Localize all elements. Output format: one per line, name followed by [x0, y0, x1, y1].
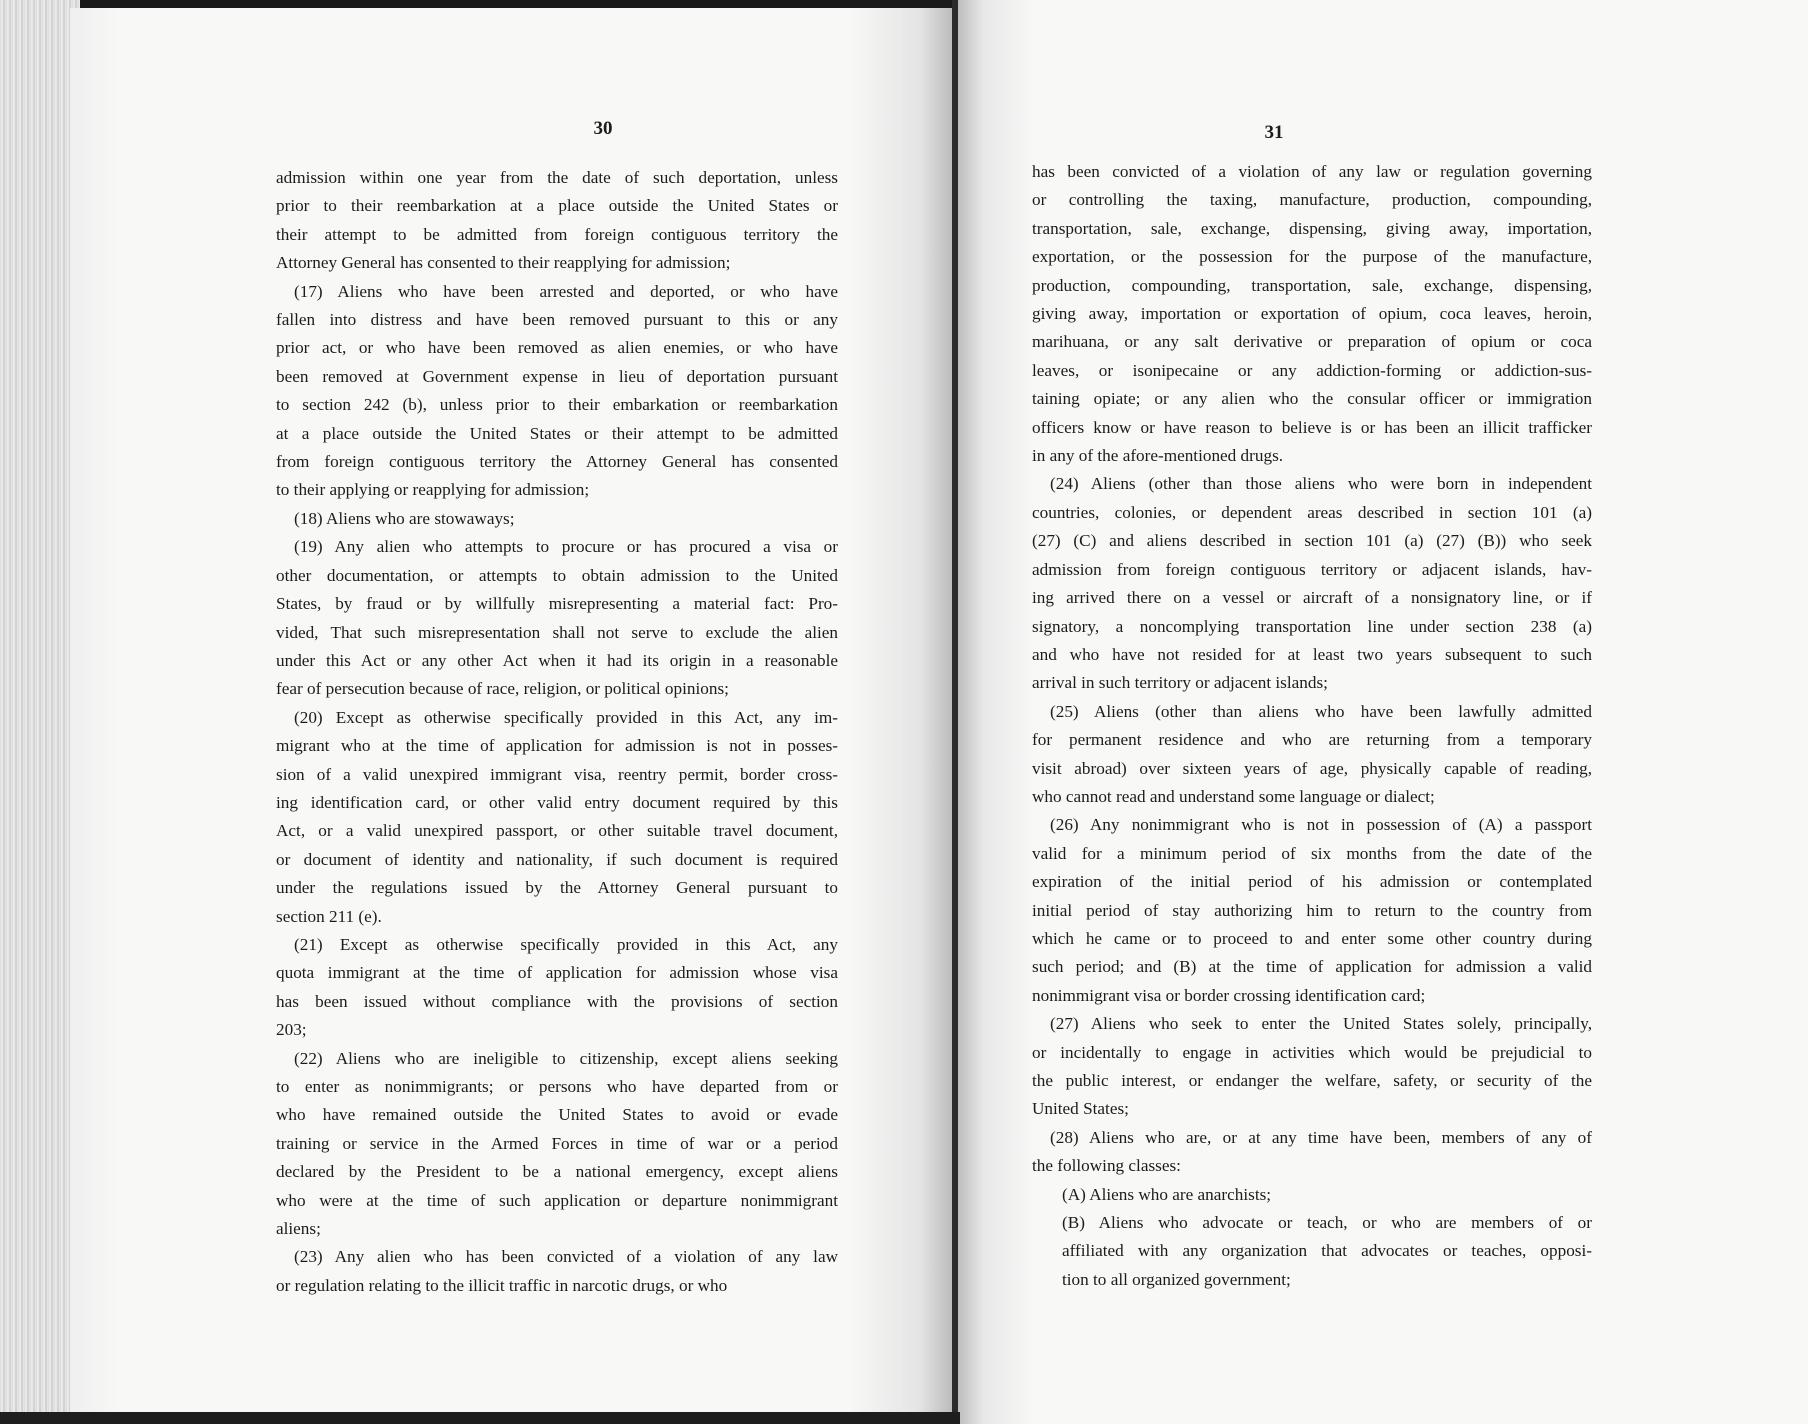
page-edge-stack — [0, 0, 80, 1412]
paragraph — [1032, 1181, 1592, 1209]
paragraph — [1032, 1010, 1592, 1124]
text-line: been removed at Government expense in lieu of deportation pursuant — [276, 366, 838, 386]
text-line: 203; — [276, 1020, 307, 1040]
text-line: in any of the afore-mentioned drugs. — [1032, 446, 1284, 466]
text-line: or controlling the taxing, manufacture, production, compounding, — [1032, 190, 1592, 210]
paragraph — [276, 1045, 838, 1244]
text-line: admission within one year from the date of such deportation, unless — [276, 168, 838, 187]
text-line: and who have not resided for at least two years subsequent to such — [1032, 644, 1592, 664]
text-line: who were at the time of such application or departure nonimmigrant — [276, 1190, 838, 1210]
text-line: to enter as nonimmigrants; or persons who have departed from or — [276, 1077, 838, 1096]
paragraph — [1032, 1209, 1592, 1294]
text-line: arrival in such territory or adjacent islands; — [1032, 673, 1328, 693]
text-line: leaves, or isonipecaine or any addiction-forming or addiction-sus- — [1032, 360, 1592, 380]
paragraph — [1032, 1124, 1592, 1181]
text-line: who cannot read and understand some language or dialect; — [1032, 786, 1435, 806]
bottom-shadow — [0, 1412, 960, 1424]
text-line: has been convicted of a violation of any law or regulation governing — [1032, 162, 1592, 181]
paragraph — [1032, 470, 1592, 697]
text-line: (25) Aliens (other than aliens who have been lawfully admitted — [1050, 701, 1592, 721]
text-line: quota immigrant at the time of application for admission whose visa — [276, 963, 838, 983]
text-line: giving away, importation or exportation of opium, coca leaves, heroin, — [1032, 304, 1592, 324]
paragraph — [276, 533, 838, 703]
text-line: (27) Aliens who seek to enter the United States solely, principally, — [1050, 1014, 1592, 1034]
text-line: (A) Aliens who are anarchists; — [1062, 1184, 1272, 1204]
text-line: who have remained outside the United States to avoid or evade — [276, 1105, 838, 1125]
left-page — [70, 8, 955, 1412]
text-line: (B) Aliens who advocate or teach, or who are members of or — [1062, 1213, 1592, 1233]
paragraph — [276, 931, 838, 1045]
text-line: expiration of the initial period of his admission or contemplated — [1032, 872, 1592, 892]
text-line: to section 242 (b), unless prior to their embarkation or reembarkation — [276, 395, 838, 415]
text-line: the public interest, or endanger the welfare, safety, or security of the — [1032, 1071, 1592, 1090]
text-line: their attempt to be admitted from foreign contiguous territory the — [276, 224, 838, 244]
text-line: at a place outside the United States or their attempt to be admitted — [276, 423, 838, 443]
text-line: from foreign contiguous territory the Attorney General has consented — [276, 452, 838, 472]
paragraph — [1032, 158, 1592, 470]
text-line: exportation, or the possession for the purpose of the manufacture, — [1032, 247, 1592, 267]
text-line: (23) Any alien who has been convicted of a violation of any law — [294, 1247, 838, 1267]
text-line: section 211 (e). — [276, 906, 382, 926]
text-line: which he came or to proceed to and enter some other country during — [1032, 928, 1592, 948]
text-line: under the regulations issued by the Attorney General pursuant to — [276, 878, 838, 898]
text-line: officers know or have reason to believe is or has been an illicit trafficker — [1032, 417, 1592, 437]
left-page-text — [276, 164, 838, 1300]
text-line: initial period of stay authorizing him to return to the country from — [1032, 900, 1592, 920]
text-line: production, compounding, transportation, sale, exchange, dispensing, — [1032, 275, 1592, 295]
paragraph — [276, 505, 838, 533]
text-line: under this Act or any other Act when it had its origin in a reasonable — [276, 650, 838, 670]
right-page-text — [1032, 158, 1592, 1294]
text-line: affiliated with any organization that advocates or teaches, opposi- — [1062, 1241, 1592, 1261]
text-line: (27) (C) and aliens described in section 101 (a) (27) (B)) who seek — [1032, 531, 1592, 551]
text-line: declared by the President to be a national emergency, except aliens — [276, 1162, 838, 1182]
text-line: fear of persecution because of race, religion, or political opinions; — [276, 679, 729, 699]
text-line: (21) Except as otherwise specifically provided in this Act, any — [294, 934, 838, 954]
text-line: or document of identity and nationality, if such document is required — [276, 849, 838, 869]
text-line: ing arrived there on a vessel or aircraft of a nonsignatory line, or if — [1032, 588, 1592, 608]
text-line: the following classes: — [1032, 1156, 1181, 1176]
text-line: (19) Any alien who attempts to procure or has procured a visa or — [294, 537, 838, 557]
text-line: for permanent residence and who are returning from a temporary — [1032, 730, 1592, 750]
text-line: prior to their reembarkation at a place outside the United States or — [276, 196, 838, 216]
text-line: (20) Except as otherwise specifically provided in this Act, any im- — [294, 707, 838, 727]
text-line: such period; and (B) at the time of application for admission a valid — [1032, 957, 1592, 977]
text-line: marihuana, or any salt derivative or preparation of opium or coca — [1032, 332, 1592, 352]
text-line: other documentation, or attempts to obtain admission to the United — [276, 565, 838, 585]
paragraph — [1032, 698, 1592, 812]
text-line: taining opiate; or any alien who the consular officer or immigration — [1032, 389, 1592, 409]
text-line: (26) Any nonimmigrant who is not in possession of (A) a passport — [1050, 815, 1592, 835]
text-line: (22) Aliens who are ineligible to citizenship, except aliens seeking — [294, 1048, 838, 1068]
text-line: fallen into distress and have been removed pursuant to this or any — [276, 310, 838, 330]
text-line: aliens; — [276, 1219, 321, 1239]
text-line: valid for a minimum period of six months from the date of the — [1032, 843, 1592, 863]
text-line: nonimmigrant visa or border crossing identification card; — [1032, 985, 1426, 1005]
page-number-right: 31 — [1264, 122, 1284, 143]
text-line: admission from foreign contiguous territory or adjacent islands, hav- — [1032, 559, 1592, 579]
text-line: Attorney General has consented to their reapplying for admission; — [276, 253, 731, 273]
text-line: United States; — [1032, 1099, 1129, 1119]
text-line: sion of a valid unexpired immigrant visa, reentry permit, border cross- — [276, 764, 838, 784]
text-line: to their applying or reapplying for admission; — [276, 480, 590, 500]
right-page — [958, 0, 1808, 1424]
text-line: or incidentally to engage in activities which would be prejudicial to — [1032, 1042, 1592, 1062]
text-line: transportation, sale, exchange, dispensing, giving away, importation, — [1032, 218, 1592, 238]
paragraph — [276, 704, 838, 931]
paragraph — [1032, 811, 1592, 1010]
text-line: (18) Aliens who are stowaways; — [294, 508, 515, 528]
text-line: (28) Aliens who are, or at any time have been, members of any of — [1050, 1127, 1592, 1147]
text-line: training or service in the Armed Forces in time of war or a period — [276, 1133, 838, 1153]
paragraph — [276, 1243, 838, 1300]
page-number-left: 30 — [593, 118, 613, 139]
text-line: ing identification card, or other valid entry document required by this — [276, 792, 838, 812]
text-line: signatory, a noncomplying transportation line under section 238 (a) — [1032, 616, 1592, 636]
text-line: vided, That such misrepresentation shall not serve to exclude the alien — [276, 622, 838, 642]
text-line: visit abroad) over sixteen years of age, physically capable of reading, — [1032, 758, 1592, 778]
text-line: or regulation relating to the illicit traffic in narcotic drugs, or who — [276, 1275, 728, 1295]
text-line: countries, colonies, or dependent areas described in section 101 (a) — [1032, 502, 1592, 522]
text-line: prior act, or who have been removed as alien enemies, or who have — [276, 338, 838, 358]
text-line: States, by fraud or by willfully misrepresenting a material fact: Pro- — [276, 594, 838, 614]
text-line: Act, or a valid unexpired passport, or other suitable travel document, — [276, 821, 838, 841]
text-line: (17) Aliens who have been arrested and deported, or who have — [294, 281, 838, 301]
text-line: migrant who at the time of application for admission is not in posses- — [276, 736, 838, 756]
text-line: tion to all organized government; — [1062, 1269, 1291, 1289]
paragraph — [276, 278, 838, 505]
text-line: (24) Aliens (other than those aliens who were born in independent — [1050, 474, 1592, 494]
paragraph — [276, 164, 838, 278]
text-line: has been issued without compliance with the provisions of section — [276, 991, 838, 1011]
